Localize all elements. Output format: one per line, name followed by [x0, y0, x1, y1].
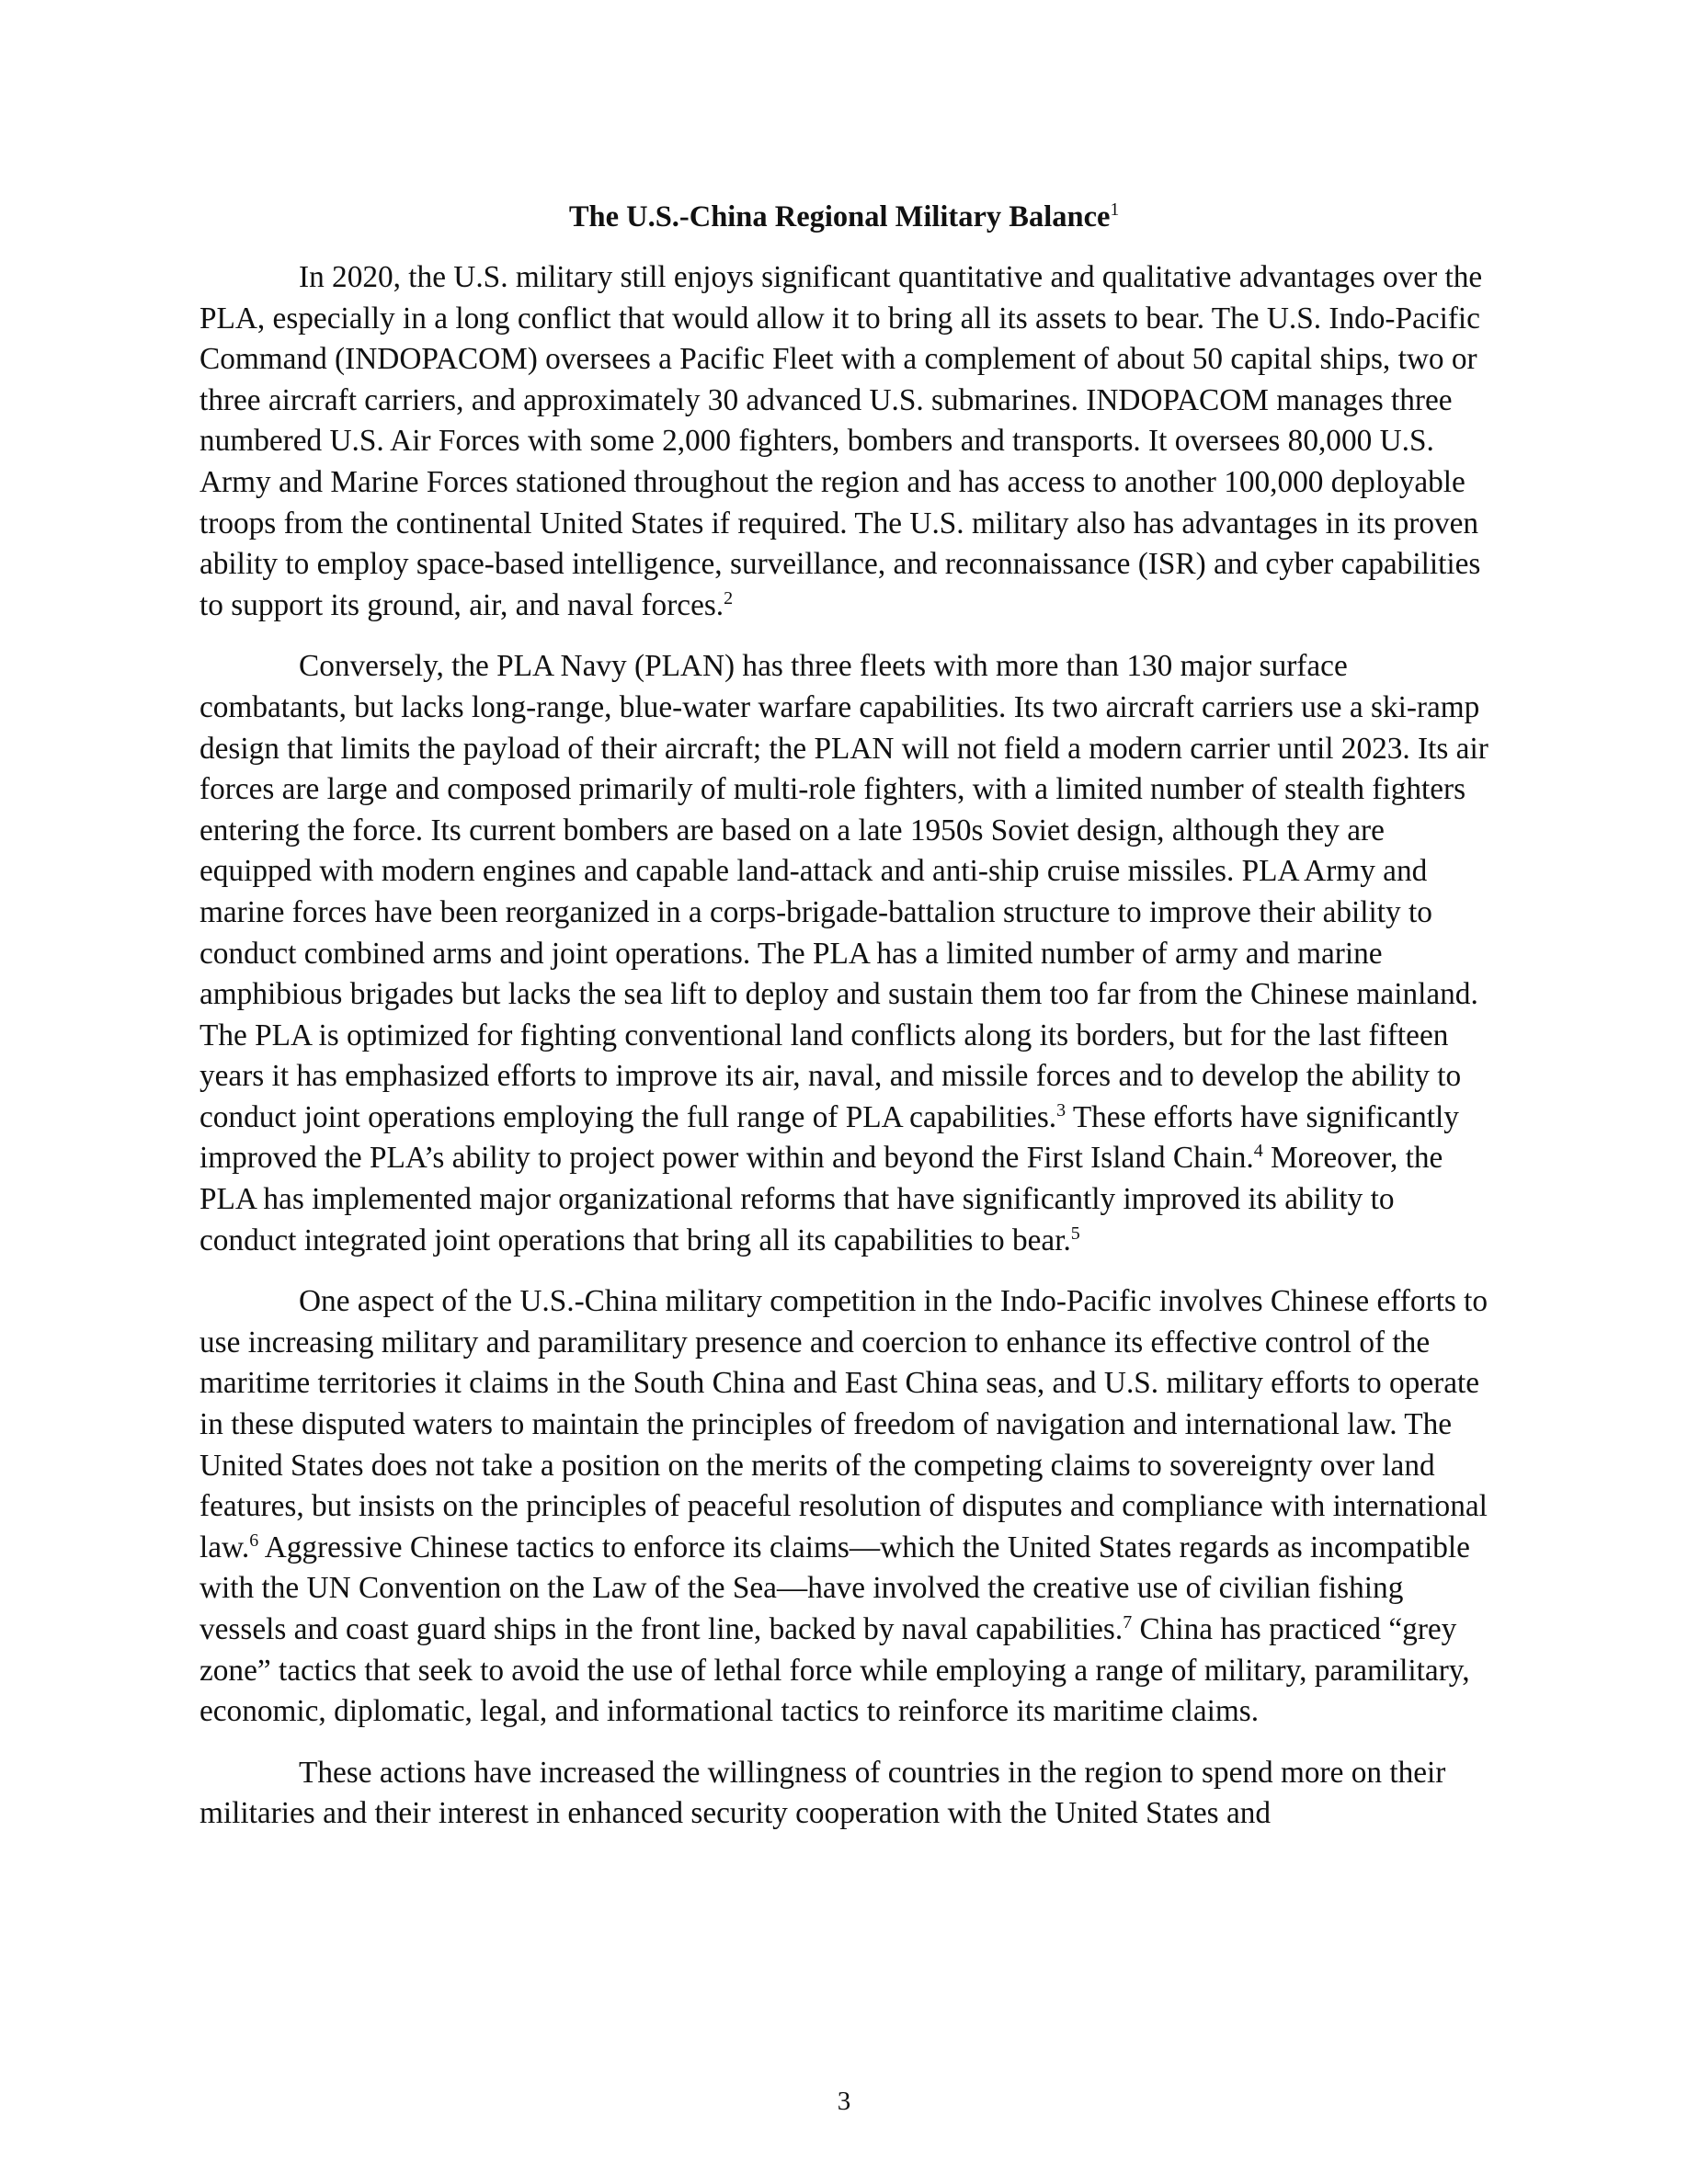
document-title-text: The U.S.-China Regional Military Balance — [568, 200, 1111, 233]
body-paragraph — [200, 1281, 1490, 1733]
page-number: 3 — [837, 2087, 851, 2116]
document-title — [0, 197, 1688, 237]
footnote-marker: 4 — [1253, 1141, 1263, 1162]
paragraph-text: Conversely, the PLA Navy (PLAN) has three fleets with more than 130 major surface combatants, but lacks long-range, blue-water warfare capabilities. Its two aircraft carriers use a ski-ramp design that limits the payload of their aircraft; the PLAN will not field a modern carrier until 2023. Its air forces are large and composed primarily of multi-role fighters, with a limited number of stealth fighters entering the force. Its current bombers are based on a late 1950s Soviet design, although they are equipped with modern engines and capable land-attack and anti-ship cruise missiles. PLA Army and marine forces have been reorganized in a corps-brigade-battalion structure to improve their ability to conduct combined arms and joint operations. The PLA has a limited number of army and marine amphibious brigades but lacks the sea lift to deploy and sustain them too far from the Chinese mainland. The PLA is optimized for fighting conventional land conflicts along its borders, but for the last fifteen years it has emphasized efforts to improve its air, naval, and missile forces and to develop the ability to conduct joint operations employing the full range of PLA capabilities. — [200, 649, 1488, 1134]
footnote-marker: 5 — [1070, 1223, 1080, 1244]
paragraph-text: China has practiced “grey zone” tactics that seek to avoid the use of lethal force while employing a range of military, paramilitary, economic, diplomatic, legal, and informational tactics to reinforce its maritime claims. — [200, 1612, 1470, 1729]
body-paragraph — [200, 257, 1490, 626]
paragraph-text: These actions have increased the willingness of countries in the region to spend more on their militaries and their interest in enhanced security cooperation with the United States and — [200, 1755, 1446, 1831]
body-paragraph — [200, 646, 1490, 1261]
paragraph-text: In 2020, the U.S. military still enjoys significant quantitative and qualitative advantages over the PLA, especially in a long conflict that would allow it to bring all its assets to bear. The U.S. Indo-Pacific Command (INDOPACOM) oversees a Pacific Fleet with a complement of about 50 capital ships, two or three aircraft carriers, and approximately 30 advanced U.S. submarines. INDOPACOM manages three numbered U.S. Air Forces with some 2,000 fighters, bombers and transports. It oversees 80,000 U.S. Army and Marine Forces stationed throughout the region and has access to another 100,000 deployable troops from the continental United States if required. The U.S. military also has advantages in its proven ability to employ space-based intelligence, surveillance, and reconnaissance (ISR) and cyber capabilities to support its ground, air, and naval forces. — [200, 260, 1483, 622]
footnote-marker: 3 — [1056, 1099, 1066, 1120]
paragraph-text: Aggressive Chinese tactics to enforce its claims—which the United States regards as incompatible with the UN Convention on the Law of the Sea—have involved the creative use of civilian fishing vessels and coast guard ships in the front line, backed by naval capabilities. — [200, 1530, 1470, 1646]
paragraph-text: Moreover, the PLA has implemented major organizational reforms that have significantly improved its ability to conduct integrated joint operations that bring all its capabilities to bear. — [200, 1141, 1443, 1257]
footnote-marker: 7 — [1123, 1611, 1133, 1632]
body-text — [200, 257, 1490, 1855]
footnote-marker: 1 — [1110, 200, 1120, 221]
paragraph-text: These efforts have significantly improved the PLA’s ability to project power within and beyond the First Island Chain. — [200, 1099, 1459, 1176]
paragraph-text: One aspect of the U.S.-China military competition in the Indo-Pacific involves Chinese efforts to use increasing military and paramilitary presence and coercion to enhance its effective control of the maritime territories it claims in the South China and East China seas, and U.S. military efforts to operate in these disputed waters to maintain the principles of freedom of navigation and international law. The United States does not take a position on the merits of the competing claims to sovereignty over land features, but insists on the principles of peaceful resolution of disputes and compliance with international law. — [200, 1284, 1488, 1564]
footnote-marker: 2 — [724, 587, 734, 609]
body-paragraph — [200, 1753, 1490, 1835]
footnote-marker: 6 — [249, 1530, 259, 1551]
